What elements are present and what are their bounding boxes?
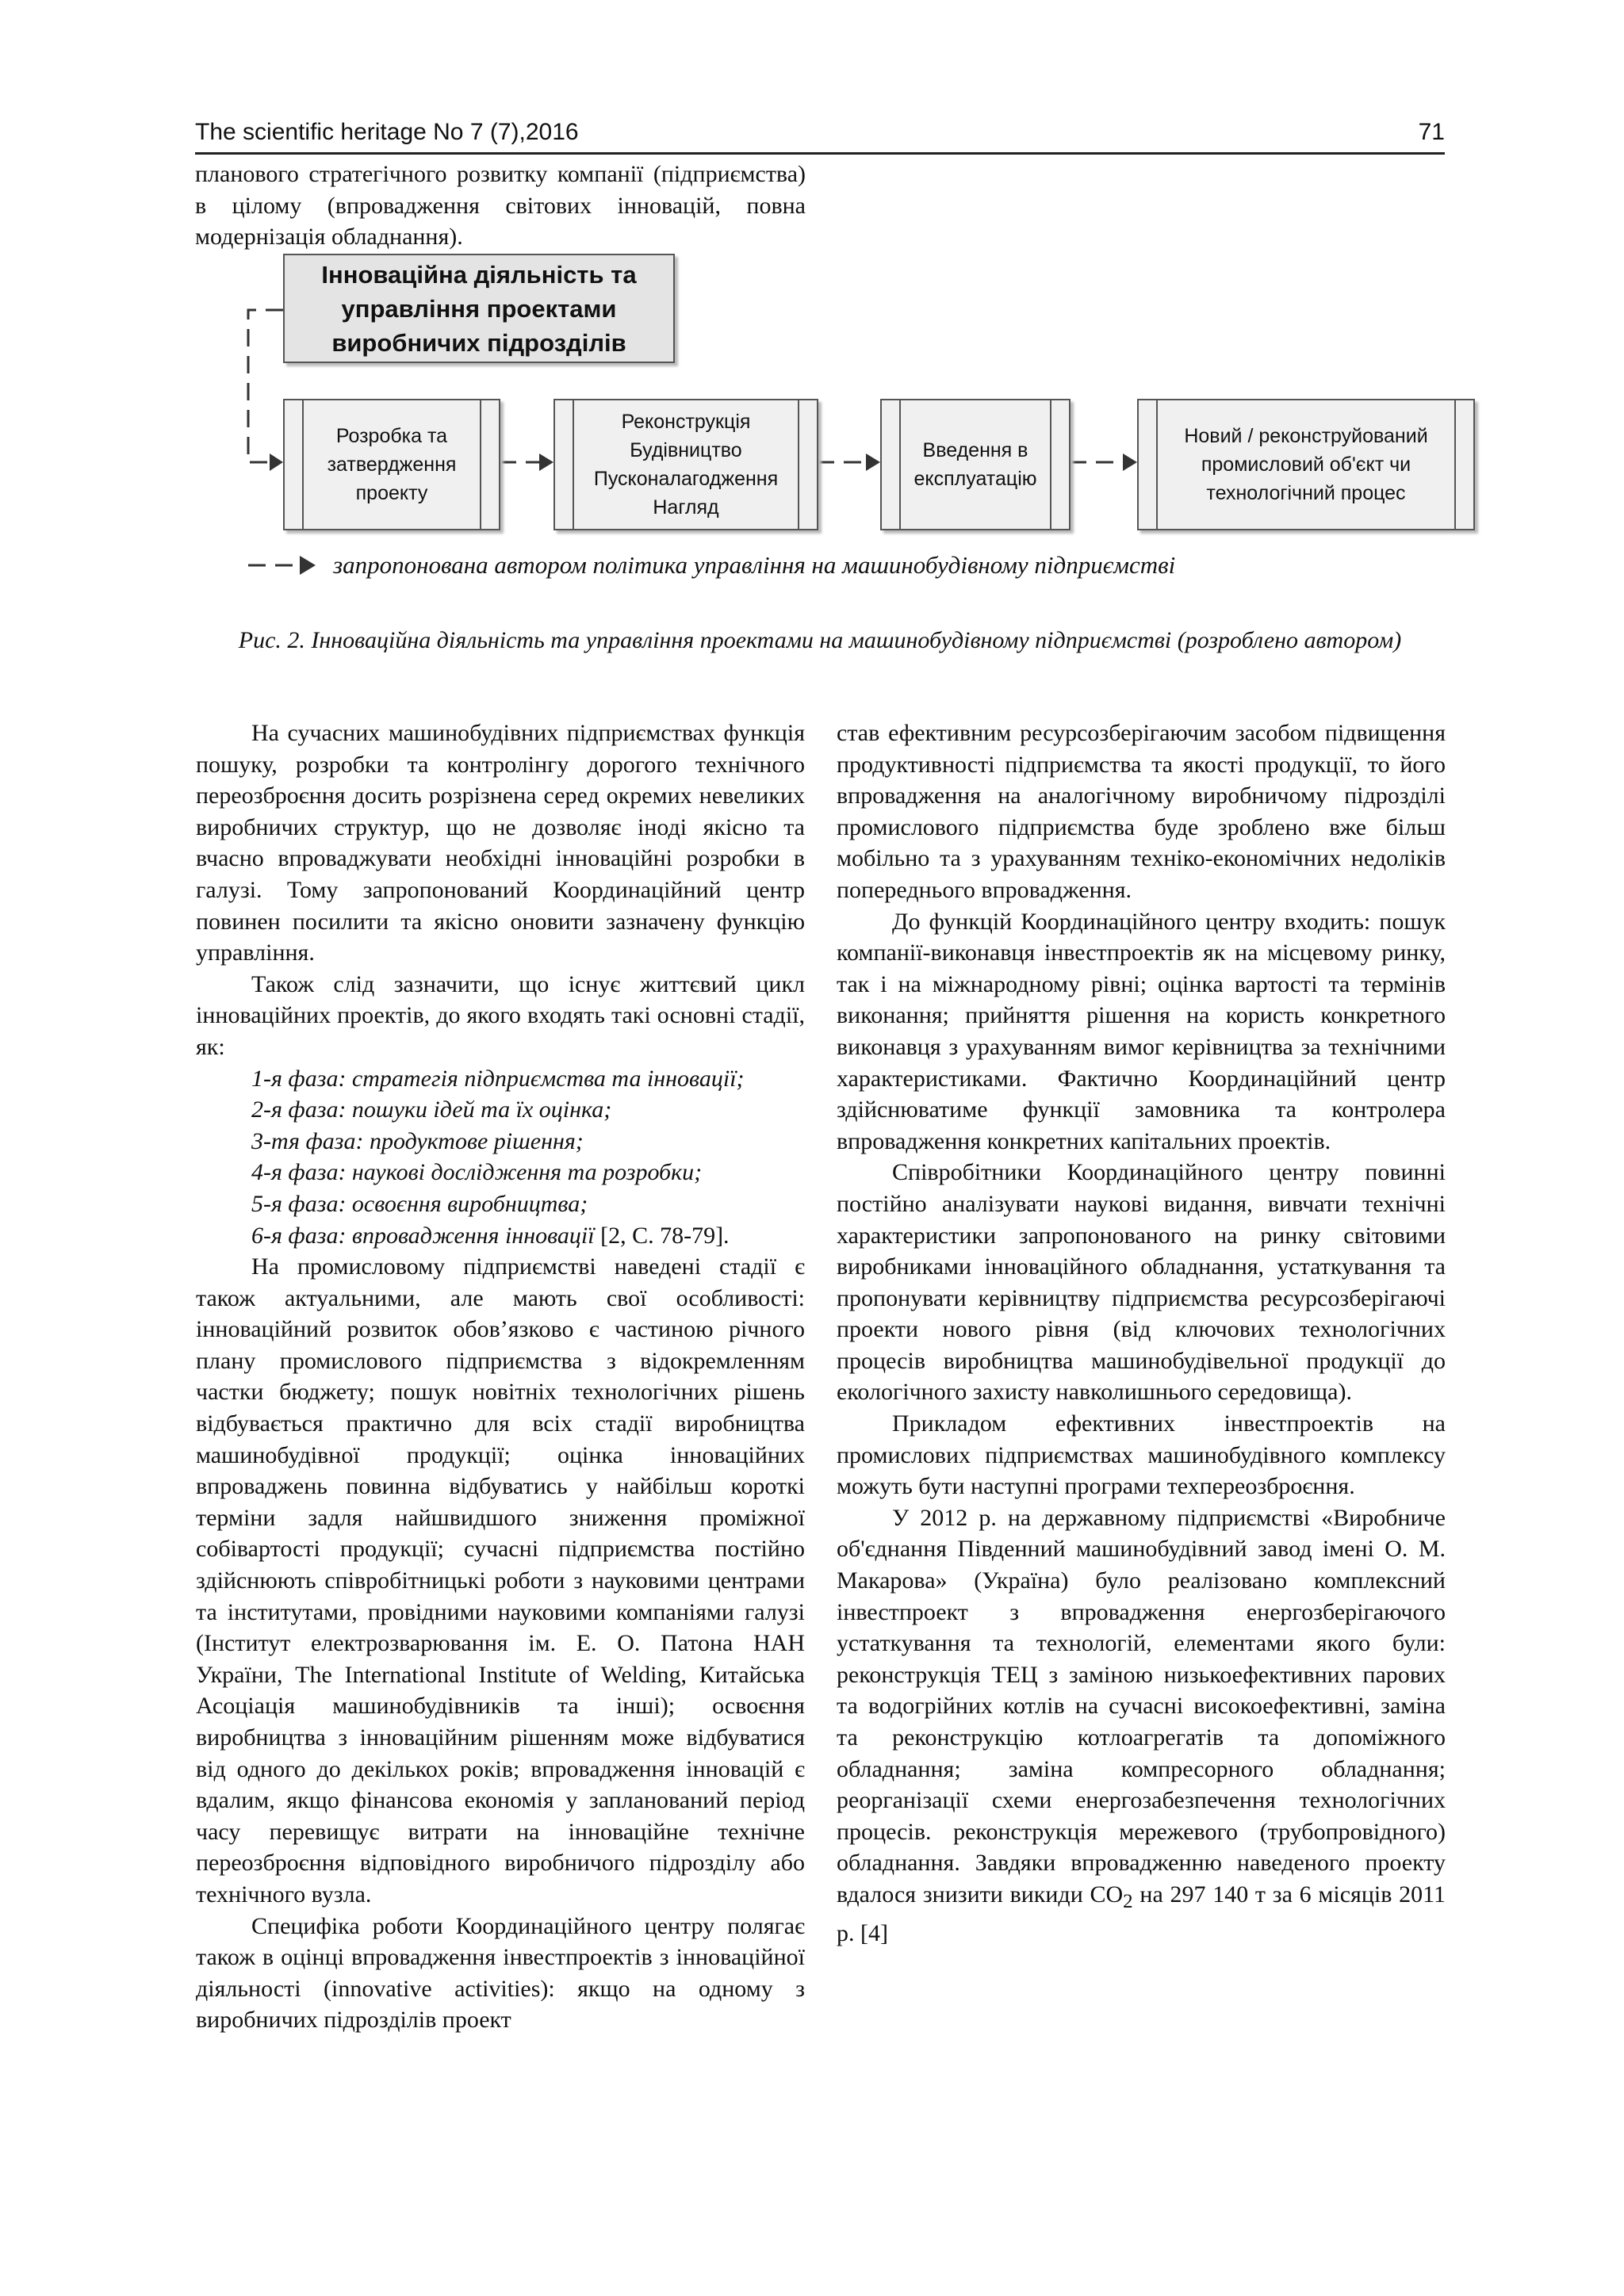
page-number: 71: [1418, 119, 1445, 145]
step-box-reconstruction: [553, 399, 818, 530]
step-box-new-facility: [1137, 399, 1475, 530]
paragraph: [837, 1502, 1446, 1949]
paragraph-text: на 297 140 т за 6 місяців 2011 р. [4]: [837, 1881, 1446, 1946]
diagram-legend: запропонована автором політика управління на машинобудівному підприємстві: [333, 551, 1176, 579]
paragraph: Співробітники Координаційного центру повинні постійно аналізувати наукові видання, вивчати технічні характеристики запропонованого на ринку світовими виробниками інноваційного обладнання, устаткування та пропонувати керівництву підприємства ресурсозберігаючі проекти нового рівня (від ключових технологічних процесів виробництва машинобудівельної продукції до екологічного захисту навколишнього середовища).: [837, 1159, 1446, 1406]
left-column: [196, 718, 805, 2036]
arrowhead-icon: [539, 453, 553, 471]
top-box-label: Інноваційна діяльність та управління проектами виробничих підрозділів: [321, 260, 637, 357]
paragraph: До функцій Координаційного центру входить: пошук компанії-виконавця інвестпроектів як на місцевому ринку, так і на міжнародному рівні; оцінка вартості та термінів виконання; прийняття рішення на користь конкретного виконавця з урахуванням вимог керівництва за технічними характеристиками. Фактично Координаційний центр здійснюватиме функції замовника та контролера впровадження конкретних капітальних проектів.: [837, 908, 1446, 1154]
intro-paragraph: планового стратегічного розвитку компанії (підприємства) в цілому (впровадження світових інновацій, повна модернізація обладнання).: [195, 161, 806, 250]
paragraph: Також слід зазначити, що існує життєвий цикл інноваційних проектів, до якого входять такі основні стадії, як:: [196, 970, 805, 1060]
step-label: Розробка та затвердження проекту: [327, 425, 457, 504]
step-label: Новий / реконструйований промисловий об'єкт чи технологічний процес: [1184, 425, 1428, 504]
paragraph-text: У 2012 р. на державному підприємстві «Виробниче об'єднання Південний машинобудівний завод імені О. М. Макарова» (Україна) було реалізовано комплексний інвестпроект з впровадження енергозберігаючого устаткування та технологій, елементами якого були: реконструкція ТЕЦ з заміною низькоефективних парових та водогрійних котлів на сучасні високоефективні, заміна та реконструкцію котлоагрегатів та допоміжного обладнання; заміна компресорного обладнання; реорганізації схеми енергозабезпечення технологічних процесів. реконструкція мережевого (трубопровідного) обладнання. Завдяки впровадженню наведеного проекту вдалося знизити викиди CO: [837, 1504, 1446, 1908]
paragraph: Прикладом ефективних інвестпроектів на промислових підприємствах машинобудівного комплексу можуть бути наступні програми техпереозброєння.: [837, 1410, 1446, 1500]
arrowhead-icon: [866, 453, 880, 471]
arrowhead-icon: [1123, 453, 1137, 471]
phase-item: 4-я фаза: наукові дослідження та розробки;: [251, 1159, 703, 1186]
figure-caption: Рис. 2. Інноваційна діяльність та управління проектами на машинобудівному підприємстві (розроблено автором): [238, 627, 1402, 653]
citation: [2, С. 78-79].: [594, 1222, 730, 1249]
step-label: Введення в експлуатацію: [914, 439, 1037, 490]
paragraph: На сучасних машинобудівних підприємствах функція пошуку, розробки та контролінгу дорогого технічного переозброєння досить розрізнена серед окремих невеликих виробничих структур, що не дозволяє іноді якісно та вчасно впроваджувати необхідні інноваційні розробки в галузі. Тому запропонований Координаційний центр повинен посилити та якісно оновити зазначену функцію управління.: [196, 720, 805, 966]
right-column: [837, 718, 1446, 1949]
step-box-commissioning: [880, 399, 1071, 530]
phase-item: 2-я фаза: пошуки ідей та їх оцінка;: [251, 1096, 612, 1123]
journal-title: The scientific heritage No 7 (7),2016: [195, 119, 579, 145]
step-label: Реконструкція Будівництво Пусконалагодження Нагляд: [593, 411, 779, 519]
paragraph: На промисловому підприємстві наведені стадії є також актуальними, але мають свої особливості: інноваційний розвиток обов’язково є частиною річного плану промислового підприємства з відокремленням частки бюджету; пошук новітніх технологічних рішень відбувається практично для всіх стадії виробництва машинобудівної продукції; оцінка інноваційних впроваджень повинна відбуватись у найбільш короткі терміни задля найшвидшого зниження проміжної собівартості продукції; сучасні підприємства постійно здійснюють співробітницькі роботи з науковими центрами та інститутами, провідними науковими компаніями галузі (Інститут електрозварювання ім. Е. О. Патона НАН України, The International Institute of Welding, Китайська Асоціація машинобудівників та інші); освоєння виробництва з інноваційним рішенням може відбуватися від одного до декількох років; впровадження інновацій є вдалим, якщо фінансова економія у запланований період часу перевищує витрати на інноваційне технічне переозброєння відповідного виробничого підрозділу або технічного вузла.: [196, 1253, 805, 1908]
phase-item: [196, 1220, 805, 1252]
phase-item: 3-тя фаза: продуктове рішення;: [251, 1127, 584, 1154]
phase-item: 5-я фаза: освоєння виробництва;: [251, 1190, 588, 1217]
legend-arrowhead-icon: [300, 556, 316, 575]
top-box-innovation-management: [283, 254, 675, 363]
phase-text: 6-я фаза: впровадження інновації: [251, 1222, 595, 1249]
paragraph: Специфіка роботи Координаційного центру полягає також в оцінці впровадження інвестпроектів з інноваційної діяльності (innovative activities): якщо на одному з виробничих підрозділів проект: [196, 1912, 805, 2034]
arrowhead-icon: [270, 453, 283, 471]
paragraph: став ефективним ресурсозберігаючим засобом підвищення продуктивності підприємства та якості продукції, то його впровадження на аналогічному виробничому підрозділі промислового підприємства буде зроблено вже більш мобільно та з урахуванням техніко-економічних недоліків попереднього впровадження.: [837, 720, 1446, 903]
dashed-connector-top: [248, 310, 283, 462]
subscript: 2: [1123, 1890, 1133, 1912]
step-box-development: [283, 399, 500, 530]
phase-item: 1-я фаза: стратегія підприємства та інновації;: [251, 1065, 745, 1092]
